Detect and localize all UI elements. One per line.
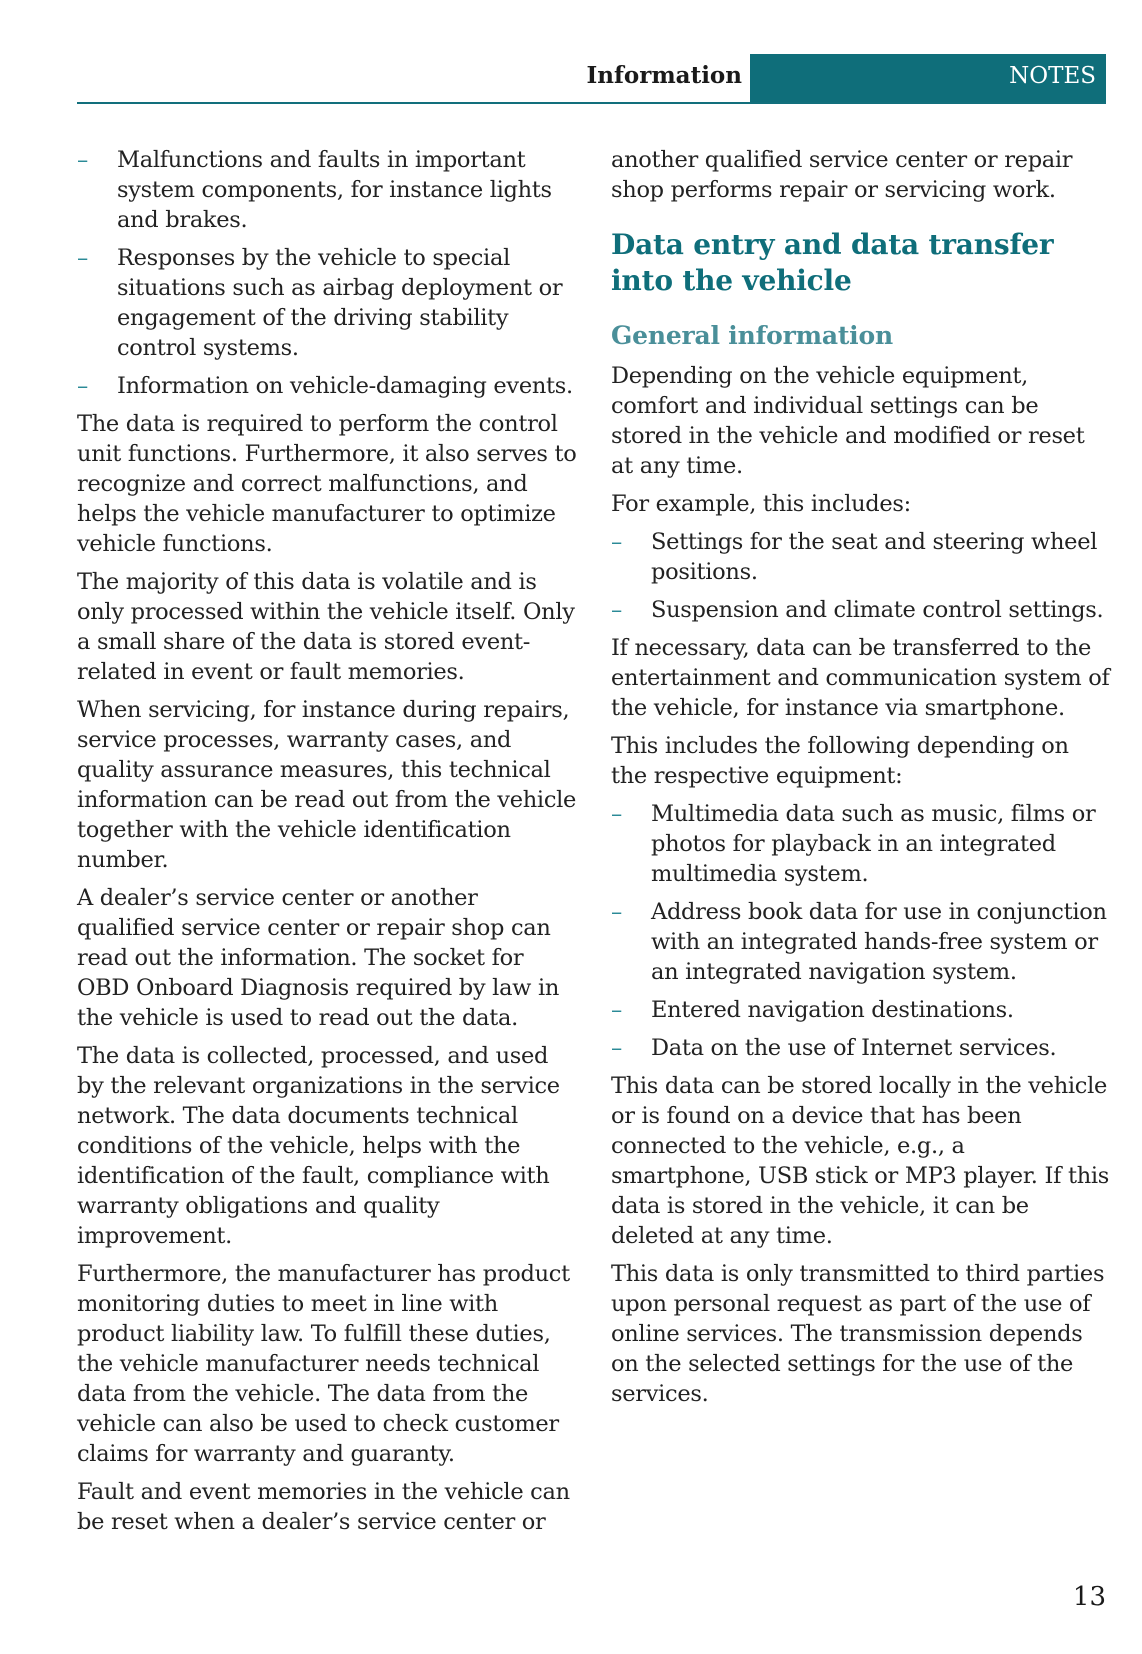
paragraph: If necessary, data can be transferred to the entertainment and communication system of the vehicle, for instance via smartphone. <box>611 635 1110 721</box>
dash-bullet-icon: – <box>77 245 88 271</box>
chapter-tab-label: NOTES <box>1009 63 1096 89</box>
list-item: – Entered navigation destinations. <box>611 997 1014 1023</box>
dash-bullet-icon: – <box>611 597 622 623</box>
dash-bullet-icon: – <box>611 1035 622 1061</box>
list-item: – Responses by the vehicle to special situations such as airbag deployment or engagement of the driving stability control systems. <box>77 245 563 361</box>
left-column <box>77 145 577 1545</box>
bullet-list <box>77 145 577 401</box>
paragraph: The data is required to perform the control unit functions. Furthermore, it also serves to recognize and correct malfunctions, and helps the vehicle manufacturer to optimize vehicle functions. <box>77 411 577 557</box>
list-item: – Data on the use of Internet services. <box>611 1035 1057 1061</box>
list-item: – Settings for the seat and steering wheel positions. <box>611 529 1098 585</box>
dash-bullet-icon: – <box>611 997 622 1023</box>
list-item: – Address book data for use in conjunction with an integrated hands-free system or an integrated navigation system. <box>611 899 1107 985</box>
paragraph: The data is collected, processed, and used by the relevant organizations in the service network. The data documents technical conditions of the vehicle, helps with the identification of the fault, compliance with warranty obligations and quality improvement. <box>77 1043 560 1249</box>
page-number: 13 <box>1072 1582 1106 1612</box>
right-column <box>611 145 1111 1417</box>
paragraph: Fault and event memories in the vehicle can be reset when a dealer’s service center or <box>77 1479 570 1535</box>
paragraph: This includes the following depending on the respective equipment: <box>611 733 1069 789</box>
dash-bullet-icon: – <box>611 801 622 827</box>
paragraph: This data is only transmitted to third parties upon personal request as part of the use of online services. The transmission depends on the selected settings for the use of the services. <box>611 1261 1105 1407</box>
dash-bullet-icon: – <box>77 147 88 173</box>
chapter-tab <box>750 54 1106 102</box>
paragraph: This data can be stored locally in the vehicle or is found on a device that has been connected to the vehicle, e.g., a smartphone, USB stick or MP3 player. If this data is stored in the vehicle, it can be deleted at any time. <box>611 1073 1110 1249</box>
paragraph: Furthermore, the manufacturer has product monitoring duties to meet in line with product liability law. To fulfill these duties, the vehicle manufacturer needs technical data from the vehicle. The data from the vehicle can also be used to check customer claims for warranty and guaranty. <box>77 1261 570 1467</box>
list-item: – Multimedia data such as music, films or photos for playback in an integrated multimedia system. <box>611 801 1096 887</box>
page-header <box>77 54 1106 104</box>
paragraph: The majority of this data is volatile and is only processed within the vehicle itself. Only a small share of the data is stored event-related in event or fault memories. <box>77 569 575 685</box>
section-heading: Data entry and data transfer into the vehicle <box>611 228 1054 297</box>
subsection-heading: General information <box>611 321 893 350</box>
dash-bullet-icon: – <box>611 899 622 925</box>
paragraph: A dealer’s service center or another qualified service center or repair shop can read out the information. The socket for OBD Onboard Diagnosis required by law in the vehicle is used to read out the data. <box>77 885 560 1031</box>
list-item: – Information on vehicle-damaging events. <box>77 373 573 399</box>
bullet-list <box>611 799 1111 1063</box>
dash-bullet-icon: – <box>611 529 622 555</box>
paragraph: Depending on the vehicle equipment, comfort and individual settings can be stored in the vehicle and modified or reset at any time. <box>611 363 1085 479</box>
list-item: – Suspension and climate control settings. <box>611 597 1104 623</box>
paragraph: When servicing, for instance during repairs, service processes, warranty cases, and quality assurance measures, this technical information can be read out from the vehicle together with the vehicle identification number. <box>77 697 577 873</box>
bullet-list <box>611 527 1111 625</box>
dash-bullet-icon: – <box>77 373 88 399</box>
list-item: – Malfunctions and faults in important system components, for instance lights and brakes. <box>77 147 552 233</box>
section-title: Information <box>586 62 742 89</box>
paragraph: For example, this includes: <box>611 491 911 517</box>
paragraph: another qualified service center or repair shop performs repair or servicing work. <box>611 147 1073 203</box>
